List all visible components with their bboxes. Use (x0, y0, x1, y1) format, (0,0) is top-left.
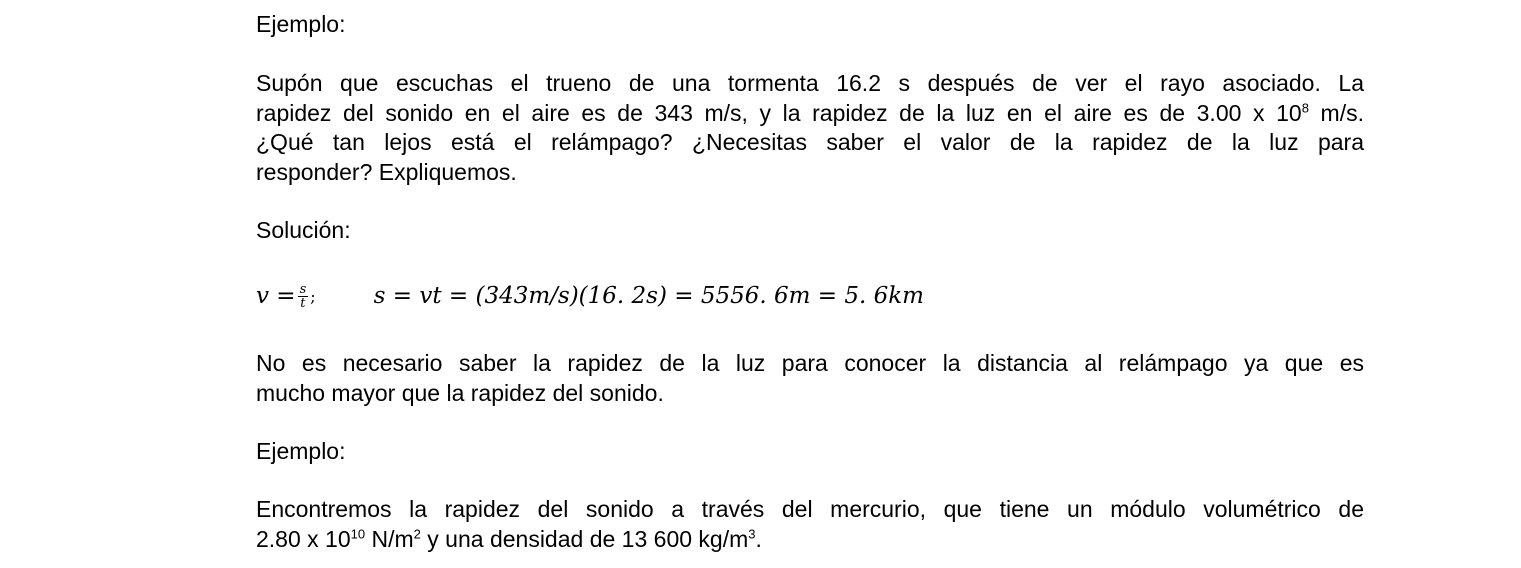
example-1-line-2 (256, 99, 1364, 129)
example-1-heading-text: Ejemplo: (256, 11, 346, 37)
example-1-heading (256, 10, 345, 40)
exponent-8: 8 (1301, 99, 1309, 115)
solution-conclusion (256, 349, 1364, 408)
example-2-period: . (755, 525, 762, 552)
solution-heading (256, 216, 351, 246)
solution-heading-text: Solución: (256, 217, 351, 243)
example-2-density-text: y una densidad de 13 600 kg/m (420, 525, 749, 552)
example-2-paragraph (256, 495, 1364, 554)
equation-main: s = vt = (343m/s)(16. 2s) = 5556. 6m = 5. 6km (373, 283, 924, 309)
example-2-heading (256, 437, 345, 467)
example-2-line-2 (256, 525, 1364, 555)
fraction-s-over-t (298, 283, 309, 310)
example-1-paragraph (256, 69, 1364, 187)
exponent-2: 2 (413, 525, 421, 541)
fraction-denominator: t (300, 295, 306, 311)
example-1-line-3: ¿Qué tan lejos está el relámpago? ¿Necesitas saber el valor de la rapidez de la luz para (256, 129, 1364, 155)
example-2-line-1: Encontremos la rapidez del sonido a través del mercurio, que tiene un módulo volumétrico de (256, 496, 1364, 522)
conclusion-line-1: No es necesario saber la rapidez de la luz para conocer la distancia al relámpago ya que es (256, 350, 1364, 376)
example-1-line-2-text: rapidez del sonido en el aire es de 343 m/s, y la rapidez de la luz en el aire es de 3.00 x 10 (256, 99, 1302, 126)
fraction-numerator: s (299, 281, 307, 297)
example-2-bulk-modulus: 2.80 x 10 (256, 525, 351, 552)
equation-semicolon: ; (310, 286, 316, 306)
example-1-line-4: responder? Expliquemos. (256, 158, 517, 185)
conclusion-line-2: mucho mayor que la rapidez del sonido. (256, 379, 664, 406)
example-2-heading-text: Ejemplo: (256, 438, 346, 464)
example-1-line-1: Supón que escuchas el trueno de una tormenta 16.2 s después de ver el rayo asociado. La (256, 70, 1364, 96)
exponent-10: 10 (350, 525, 366, 541)
solution-equation (256, 276, 924, 316)
equation-v-lhs: v = (256, 283, 296, 309)
example-2-unit-nm: N/m (365, 525, 414, 552)
exponent-3: 3 (748, 525, 756, 541)
example-1-line-2-unit: m/s. (1308, 99, 1364, 126)
